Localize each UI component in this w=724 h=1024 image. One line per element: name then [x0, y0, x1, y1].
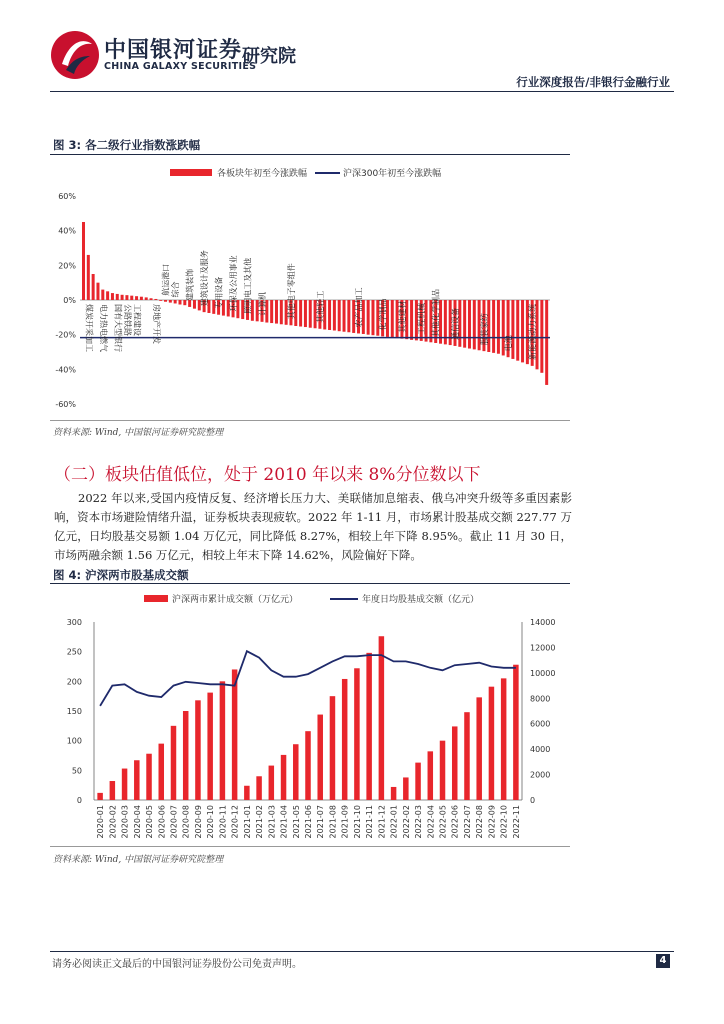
- figure3-bar: [299, 300, 302, 327]
- footer-divider: [50, 951, 674, 952]
- page-number: 4: [656, 954, 670, 968]
- figure4-x-tick-label: 2022-02: [401, 805, 411, 839]
- figure3-bar: [101, 290, 104, 300]
- figure3-bar: [159, 300, 162, 301]
- figure4-x-tick-label: 2021-10: [352, 805, 362, 839]
- figure4-x-tick-label: 2022-05: [438, 805, 448, 839]
- figure3-bar: [116, 294, 119, 300]
- figure3-legend-bar-swatch: [170, 169, 212, 176]
- logo-institute: 研究院: [242, 46, 296, 67]
- figure4-bar: [440, 741, 446, 800]
- figure4-bar: [146, 754, 152, 800]
- figure4-x-tick-label: 2020-06: [157, 805, 167, 839]
- figure3-bar: [130, 296, 133, 300]
- figure3-bar: [333, 300, 336, 331]
- figure4-left-tick-label: 250: [66, 647, 82, 657]
- figure4-x-tick-label: 2020-03: [120, 805, 130, 839]
- figure4-chart: [50, 586, 570, 844]
- figure4-daily-avg-line: [100, 651, 516, 706]
- figure4-bar: [159, 744, 165, 800]
- figure3-bar: [516, 300, 519, 361]
- figure3-source: 资料来源: Wind, 中国银河证券研究院整理: [53, 428, 224, 438]
- figure4-left-tick-label: 50: [71, 766, 82, 776]
- figure3-bar: [135, 296, 138, 300]
- figure4-bar: [232, 669, 238, 800]
- footer-disclaimer: 请务必阅读正文最后的中国银河证券股份公司免责声明。: [52, 959, 302, 970]
- figure4-bar: [391, 787, 397, 800]
- figure3-category-label: 服装家纺: [479, 313, 489, 346]
- figure3-category-label: 电力热电燃气: [98, 304, 108, 352]
- figure4-bar: [476, 697, 482, 800]
- figure3-bar: [82, 222, 85, 300]
- figure3-bar: [178, 300, 181, 305]
- figure3-category-label: 国有大型银行: [113, 304, 123, 352]
- figure4-x-tick-label: 2020-01: [96, 805, 106, 839]
- figure3-bar: [545, 300, 548, 385]
- figure4-x-tick-label: 2021-07: [316, 805, 326, 839]
- figure4-bar: [428, 751, 434, 800]
- figure4-bar: [513, 665, 519, 800]
- figure3-category-label: 其他轻工: [315, 290, 325, 323]
- figure4-x-tick-label: 2021-09: [340, 805, 350, 839]
- figure4-right-tick-label: 12000: [530, 643, 556, 653]
- section-paragraph: 2022 年以来,受国内疫情反复、经济增长压力大、美联储加息缩表、俄乌冲突升级等多重因素影响，资本市场避险情绪升温，证券板块表现疲软。2022 年 1-11 月，市场累计股基成交额 227.77 万亿元，日均股基交易额 1.04 万亿元，同比降低 8.27%，相较上年下降 8.95%。截止 11 月 30 日，市场两融余额 1.56 万亿元，相较上年末下降 14.62%，风险偏好下降。: [54, 491, 572, 562]
- figure3-category-label: 工程建设: [132, 304, 142, 336]
- figure4-bar: [366, 653, 372, 800]
- figure3-bar: [497, 300, 500, 354]
- figure3-category-label: 化学制品: [378, 298, 388, 331]
- figure4-bottom-rule: [50, 846, 570, 847]
- figure4-bar: [195, 700, 201, 800]
- figure3-bar: [150, 298, 153, 300]
- header-divider: [50, 91, 674, 92]
- figure3-top-rule: [50, 154, 570, 155]
- figure4-right-tick-label: 8000: [530, 694, 551, 704]
- figure3-bar: [391, 300, 394, 337]
- figure4-right-tick-label: 4000: [530, 745, 551, 755]
- figure3-y-tick-label: 20%: [58, 261, 76, 271]
- figure3-legend-line-text: 沪深300年初至今涨跌幅: [343, 169, 442, 179]
- figure4-right-tick-label: 2000: [530, 770, 551, 780]
- section-heading: （二）板块估值低位，处于 2010 年以来 8%分位数以下: [54, 465, 481, 485]
- figure4-x-tick-label: 2022-10: [499, 805, 509, 839]
- figure4-bar: [134, 760, 140, 800]
- figure4-right-tick-label: 0: [530, 796, 536, 805]
- figure4-left-tick-label: 150: [66, 707, 82, 716]
- figure3-bar: [304, 300, 307, 327]
- figure3-bottom-rule: [50, 420, 570, 421]
- figure3-category-label: 照明电工及其他: [243, 257, 253, 314]
- figure3-legend-bar-text: 各板块年初至今涨跌幅: [217, 169, 308, 179]
- figure4-bar: [452, 726, 458, 800]
- figure3-category-label: 航运港口: [161, 263, 171, 296]
- figure4-left-tick-label: 100: [66, 736, 82, 746]
- figure3-bar: [492, 300, 495, 353]
- figure4-x-tick-label: 2020-02: [108, 805, 118, 839]
- figure4-x-tick-label: 2020-05: [145, 805, 155, 839]
- figure4-x-tick-label: 2021-04: [279, 805, 289, 839]
- figure3-y-tick-label: 0%: [63, 296, 76, 305]
- figure3-bar: [468, 300, 471, 349]
- figure4-left-tick-label: 200: [66, 677, 82, 687]
- figure3-bar: [463, 300, 466, 348]
- figure3-bar: [410, 300, 413, 340]
- figure3-bar: [121, 295, 124, 300]
- figure3-bar: [540, 300, 543, 373]
- figure4-x-tick-label: 2021-05: [291, 805, 301, 839]
- figure4-right-tick-label: 10000: [530, 668, 556, 678]
- figure4-x-tick-label: 2022-11: [511, 805, 521, 839]
- figure4-x-tick-label: 2020-11: [218, 805, 228, 839]
- figure4-bar: [244, 786, 250, 800]
- figure3-bar: [280, 300, 283, 324]
- figure3-category-label: 公路铁路: [123, 304, 133, 336]
- figure3-category-label: 专用设备: [214, 276, 224, 309]
- figure3-y-tick-label: -20%: [55, 330, 76, 340]
- figure4-x-tick-label: 2020-04: [132, 805, 142, 839]
- figure4-source: 资料来源: Wind, 中国银河证券研究院整理: [53, 855, 224, 865]
- figure4-bar: [207, 693, 213, 800]
- logo-chinese-name: 中国银河证券: [104, 38, 243, 63]
- figure3-category-label: 其他建材: [397, 300, 407, 333]
- figure3-y-tick-label: -40%: [55, 365, 76, 375]
- figure4-x-tick-label: 2022-04: [426, 805, 436, 839]
- figure3-bar: [270, 300, 273, 323]
- figure4-left-tick-label: 300: [66, 618, 82, 627]
- figure3-bar: [164, 300, 167, 302]
- figure4-bar: [464, 712, 470, 800]
- figure4-bar: [330, 696, 336, 800]
- figure3-bar: [111, 293, 114, 300]
- figure4-legend-bar-swatch: [144, 595, 168, 602]
- figure3-category-label: 新能源动力系统: [528, 303, 538, 360]
- figure3-bar: [347, 300, 350, 332]
- figure4-bar: [415, 763, 421, 800]
- figure4-bar: [489, 687, 495, 800]
- figure4-x-tick-label: 2022-09: [487, 805, 497, 839]
- figure3-bar: [140, 297, 143, 300]
- figure4-bar: [220, 681, 226, 800]
- figure4-x-tick-label: 2020-10: [206, 805, 216, 839]
- figure4-x-tick-label: 2021-02: [255, 805, 265, 839]
- figure4-x-tick-label: 2022-08: [475, 805, 485, 839]
- report-type: 行业深度报告/非银行金融行业: [516, 75, 670, 89]
- figure3-bar: [145, 297, 148, 300]
- figure3-title: 图 3: 各二级行业指数涨跌幅: [53, 138, 201, 152]
- figure4-x-tick-label: 2022-07: [462, 805, 472, 839]
- figure3-bar: [87, 255, 90, 300]
- figure3-chart: [50, 160, 570, 418]
- figure4-right-tick-label: 6000: [530, 719, 551, 729]
- figure4-x-tick-label: 2022-01: [389, 805, 399, 839]
- figure4-right-tick-label: 14000: [530, 618, 556, 627]
- figure4-bar: [183, 711, 189, 800]
- figure4-bar: [354, 668, 360, 800]
- figure3-bar: [92, 274, 95, 300]
- figure3-category-label: 计算机: [258, 291, 268, 316]
- figure3-bar: [371, 300, 374, 335]
- figure4-x-tick-label: 2022-03: [414, 805, 424, 839]
- figure4-left-tick-label: 0: [76, 796, 82, 805]
- company-logo-icon: [50, 30, 100, 80]
- figure3-bar: [309, 300, 312, 328]
- figure3-category-label: 工程机械: [417, 302, 427, 335]
- figure4-bar: [305, 731, 311, 800]
- figure3-category-label: 综合: [171, 281, 181, 298]
- figure4-bar: [269, 766, 275, 800]
- figure4-bar: [122, 769, 128, 800]
- figure3-category-label: 电池: [504, 335, 514, 352]
- figure3-bar: [338, 300, 341, 331]
- figure3-bar: [343, 300, 346, 332]
- figure3-category-label: 其他电子零组件: [286, 263, 296, 320]
- figure3-bar: [275, 300, 278, 324]
- figure4-bar: [501, 678, 507, 800]
- figure3-bar: [174, 300, 177, 303]
- figure4-x-tick-label: 2020-09: [193, 805, 203, 839]
- figure3-bar: [125, 295, 128, 300]
- figure3-category-label: 房地产开发: [152, 304, 162, 344]
- figure4-legend-line-text: 年度日均股基成交额（亿元）: [362, 595, 480, 605]
- figure4-x-tick-label: 2021-08: [328, 805, 338, 839]
- figure4-x-tick-label: 2022-06: [450, 805, 460, 839]
- figure4-bar: [293, 744, 299, 800]
- figure4-x-tick-label: 2021-12: [377, 805, 387, 839]
- figure4-bar: [379, 636, 385, 800]
- figure4-x-tick-label: 2021-01: [242, 805, 252, 839]
- figure3-category-label: 通信设备: [451, 307, 461, 340]
- logo-english-name: CHINA GALAXY SECURITIES: [104, 61, 257, 72]
- figure3-bar: [473, 300, 476, 349]
- figure4-x-tick-label: 2021-03: [267, 805, 277, 839]
- figure4-bar: [403, 777, 409, 800]
- figure4-legend-bar-text: 沪深两市累计成交额（万亿元）: [172, 595, 299, 605]
- figure3-category-label: 环保及公用事业: [229, 255, 239, 312]
- figure3-category-label: 煤炭开采加工: [84, 304, 94, 352]
- figure4-x-tick-label: 2020-12: [230, 805, 240, 839]
- figure3-bar: [106, 291, 109, 300]
- figure4-bar: [317, 715, 323, 800]
- figure3-y-tick-label: 60%: [58, 192, 76, 201]
- figure4-x-tick-label: 2020-08: [181, 805, 191, 839]
- figure4-x-tick-label: 2021-06: [304, 805, 313, 839]
- figure3-category-label: 农产品加工: [354, 287, 364, 328]
- figure3-y-tick-label: -60%: [55, 400, 76, 409]
- figure4-bar: [110, 781, 116, 800]
- figure3-category-label: 建筑装饰: [185, 268, 195, 301]
- figure3-bar: [96, 283, 99, 300]
- figure3-category-label: 其他化学制品: [431, 288, 441, 337]
- figure4-bar: [256, 776, 262, 800]
- figure3-bar: [367, 300, 370, 335]
- figure4-bar: [281, 755, 287, 800]
- figure3-category-label: 建筑设计及服务: [200, 250, 210, 307]
- figure4-x-tick-label: 2020-07: [169, 805, 179, 839]
- figure4-title: 图 4: 沪深两市股基成交额: [53, 568, 189, 582]
- figure3-bar: [521, 300, 524, 362]
- figure4-bar: [342, 679, 348, 800]
- figure4-bar: [97, 793, 103, 800]
- figure3-bar: [154, 299, 157, 300]
- figure4-x-tick-label: 2021-11: [365, 805, 375, 839]
- figure3-bar: [169, 300, 172, 303]
- figure3-y-tick-label: 40%: [58, 226, 76, 236]
- figure3-bar: [328, 300, 331, 330]
- figure4-top-rule: [50, 583, 570, 584]
- figure4-bar: [171, 726, 177, 800]
